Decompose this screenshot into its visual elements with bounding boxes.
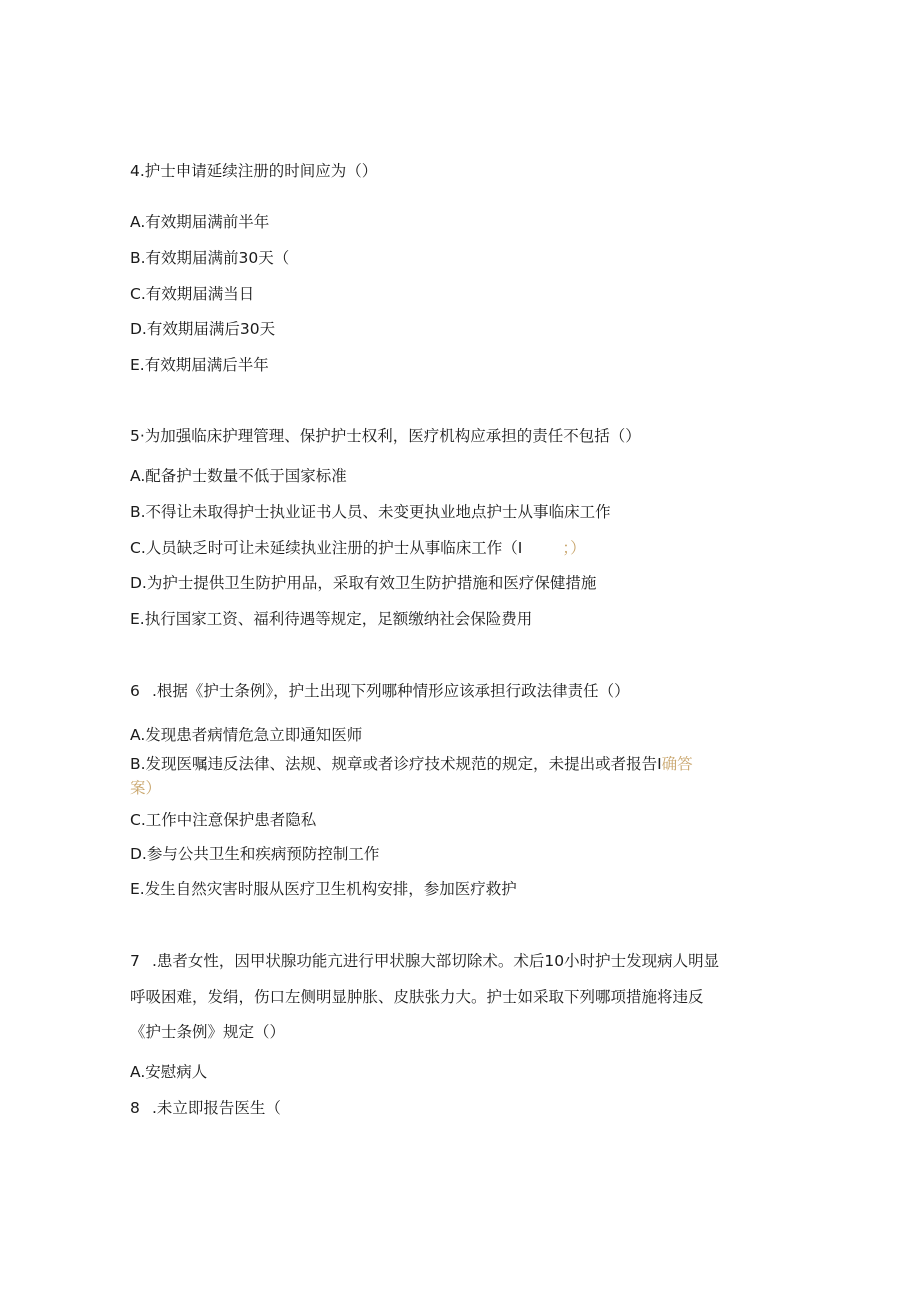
question-8-stem: .未立即报告医生（ — [152, 1099, 281, 1117]
question-6-option-e: E.发生自然灾害时服从医疗卫生机构安排，参加医疗救护 — [130, 880, 517, 898]
question-8-line — [130, 1097, 281, 1119]
question-6-option-b-faint: 确答 — [661, 755, 693, 773]
question-6-option-c: C.工作中注意保护患者隐私 — [130, 811, 317, 829]
question-4-stem: 4.护士申请延续注册的时间应为（） — [130, 162, 378, 180]
question-4-option-b: B.有效期届满前30天（ — [130, 249, 290, 267]
question-6-number: 6 — [130, 682, 140, 700]
question-7-option-a: A.安慰病人 — [130, 1063, 208, 1081]
question-6-option-b-text: B.发现医嘱违反法律、法规、规章或者诊疗技术规范的规定，未提出或者报告I — [130, 755, 662, 773]
question-5-stem: 5·为加强临床护理管理、保护护士权利，医疗机构应承担的责任不包括（） — [130, 427, 641, 445]
question-6-stem: .根据《护士条例》，护土出现下列哪种情形应该承担行政法律责任（） — [152, 682, 630, 700]
question-7-stem-line-2: 呼吸困难，发绢，伤口左侧明显肿胀、皮肤张力大。护士如采取下列哪项措施将违反 — [130, 988, 704, 1006]
question-4-option-e: E.有效期届满后半年 — [130, 356, 269, 374]
question-5-option-b: B.不得让未取得护士执业证书人员、未变更执业地点护士从事临床工作 — [130, 503, 611, 521]
question-4-option-c: C.有效期届满当日 — [130, 285, 255, 303]
question-4-option-a: A.有效期届满前半年 — [130, 213, 270, 231]
question-6-stem-line — [130, 680, 630, 702]
question-5-option-c-text: C.人员缺乏时可让未延续执业注册的护士从事临床工作（I — [130, 539, 523, 557]
question-7-stem-line-1 — [130, 950, 719, 972]
question-5-option-e: E.执行国家工资、福利待遇等规定，足额缴纳社会保险费用 — [130, 610, 533, 628]
question-6-option-b — [130, 753, 693, 775]
question-5-option-c — [130, 537, 586, 559]
question-5-option-a: A.配备护士数量不低于国家标准 — [130, 467, 347, 485]
question-6-option-d: D.参与公共卫生和疾病预防控制工作 — [130, 845, 380, 863]
question-4-option-d: D.有效期届满后30天 — [130, 320, 276, 338]
question-7-number: 7 — [130, 952, 140, 970]
question-7-stem-line-3: 《护士条例》规定（） — [130, 1023, 286, 1041]
question-7-stem-1: .患者女性，因甲状腺功能亢进行甲状腺大部切除术。术后10小时护士发现病人明显 — [152, 952, 720, 970]
question-5-option-d: D.为护士提供卫生防护用品，采取有效卫生防护措施和医疗保健措施 — [130, 574, 597, 592]
question-6-option-a: A.发现患者病情危急立即通知医师 — [130, 726, 363, 744]
question-5-faint-mark: ；） — [562, 539, 586, 557]
question-6-option-b-faint-cont: 案） — [130, 779, 162, 797]
question-8-number: 8 — [130, 1099, 140, 1117]
